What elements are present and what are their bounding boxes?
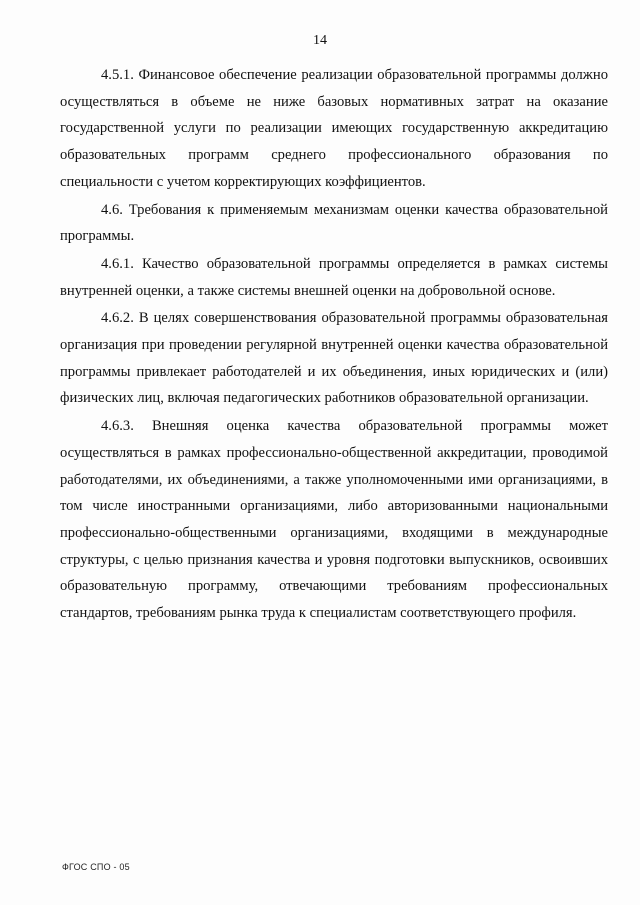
body-text bbox=[60, 62, 608, 627]
paragraph-4-6-1: 4.6.1. Качество образовательной программы определяется в рамках системы внутренней оценки, а также системы внешней оценки на добровольной основе. bbox=[60, 255, 608, 299]
paragraph-4-6: 4.6. Требования к применяемым механизмам оценки качества образовательной программы. bbox=[60, 201, 608, 245]
footer-document-code: ФГОС СПО - 05 bbox=[62, 862, 130, 872]
paragraph-4-5-1: 4.5.1. Финансовое обеспечение реализации образовательной программы должно осуществляться в объеме не ниже базовых нормативных затрат на оказание государственной услуги по реализации имеющих государственную аккредитацию образовательных программ среднего профессионального образования по специальности с учетом корректирующих коэффициентов. bbox=[60, 67, 608, 190]
page-number: 14 bbox=[313, 33, 327, 48]
paragraph-4-6-2: 4.6.2. В целях совершенствования образовательной программы образовательная организация при проведении регулярной внутренней оценки качества образовательной программы привлекает работодателей и их объединения, иных юридических и (или) физических лиц, включая педагогических работников образовательной организации. bbox=[60, 310, 608, 407]
paragraph-4-6-3: 4.6.3. Внешняя оценка качества образовательной программы может осуществляться в рамках профессионально-общественной аккредитации, проводимой работодателями, их объединениями, а также уполномоченными ими организациями, в том числе иностранными организациями, либо авторизованными национальными профессионально-общественными организациями, входящими в международные структуры, с целью признания качества и уровня подготовки выпускников, освоивших образовательную программу, отвечающими требованиям профессиональных стандартов, требованиям рынка труда к специалистам соответствующего профиля. bbox=[60, 418, 608, 622]
